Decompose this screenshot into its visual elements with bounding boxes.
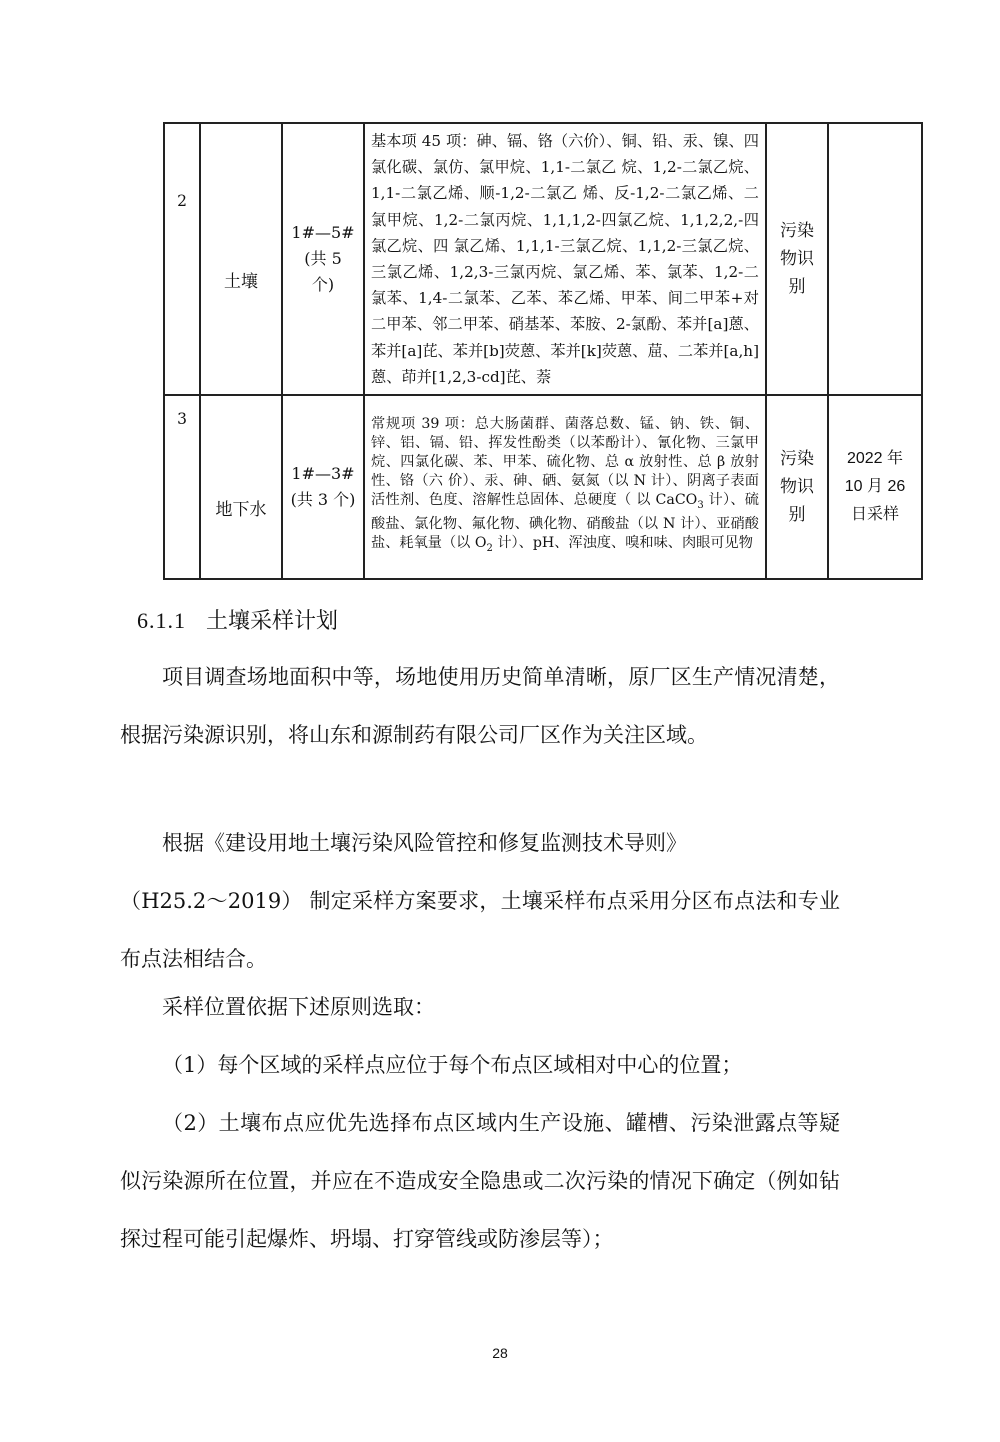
subscript: 2 — [486, 542, 493, 554]
items-text: 计）、硫酸盐、氯化物、氟化物、碘化物、硝酸盐（以 N 计）、亚硝酸盐、耗氧量（以 O — [371, 491, 759, 551]
medium-label: 土壤 — [224, 271, 258, 292]
basis-text: 别 — [788, 277, 806, 297]
basis-cell — [766, 395, 828, 579]
points-text: 1#—3# — [291, 464, 355, 483]
section-heading — [137, 604, 338, 635]
medium-label: 地下水 — [215, 499, 267, 520]
paragraph: （H25.2～2019） 制定采样方案要求，土壤采样布点采用分区布点法和专业布点法相结合。 — [120, 889, 840, 971]
paragraph: （1）每个区域的采样点应位于每个布点区域相对中心的位置； — [162, 1053, 743, 1077]
row-number: 2 — [177, 192, 187, 210]
row-number-cell — [164, 123, 200, 395]
items-cell — [364, 123, 766, 395]
points-text: (共 5 — [304, 249, 342, 268]
paragraph: （2）土壤布点应优先选择布点区域内生产设施、罐槽、污染泄露点等疑似污染源所在位置，并应在不造成安全隐患或二次污染的情况下确定（例如钻探过程可能引起爆炸、坍塌、打穿管线或防渗层等）； — [120, 1111, 840, 1251]
date-text: 2022 年 — [846, 450, 904, 467]
date-cell — [828, 123, 922, 395]
paragraph: 采样位置依据下述原则选取： — [162, 995, 435, 1019]
basis-text: 别 — [788, 505, 806, 525]
table-row — [164, 395, 922, 579]
items-text: 计）、pH、浑浊度、嗅和味、肉眼可见物 — [492, 534, 753, 551]
row-number: 3 — [177, 410, 187, 428]
basis-text: 物识 — [780, 477, 814, 497]
section-number: 6.1.1 — [137, 608, 186, 633]
basis-text: 污染 — [780, 221, 814, 241]
date-text: 10 月 26 — [844, 478, 906, 495]
items-text: 常规项 39 项：总大肠菌群、菌落总数、锰、钠、铁、铜、锌、铝、镉、铅、挥发性酚类（以苯酚计）、氰化物、三氯甲烷、四氯化碳、苯、甲苯、硫化物、总 α 放射性、总 β 放射性、铬（六 价）、汞、砷、硒、氨氮（以 N 计）、阴离子表面活性剂、色度、溶解性总固体、总硬度（ 以 CaCO — [371, 416, 759, 508]
subscript: 3 — [697, 499, 704, 511]
points-text: (共 3 个) — [290, 490, 356, 509]
points-text: 1#—5# — [291, 223, 355, 242]
basis-text: 物识 — [780, 249, 814, 269]
items-text: 基本项 45 项：砷、镉、铬（六价）、铜、铅、汞、镍、四氯化碳、氯仿、氯甲烷、1,1-二氯乙 烷、1,2-二氯乙烷、1,1-二氯乙烯、顺-1,2-二氯乙 烯、反-1,2-二氯乙烯、二氯甲烷、1,2-二氯丙烷、1,1,1,2-四氯乙烷、1,1,2,2,-四氯乙烷、四 氯乙烯、1,1,1-三氯乙烷、1,1,2-三氯乙烷、三氯乙烯、1,2,3-三氯丙烷、氯乙烯、苯、氯苯、1,2-二氯苯、1,4-二氯苯、乙苯、苯乙烯、甲苯、间二甲苯+对二甲苯、邻二甲苯、硝基苯、苯胺、2-氯酚、苯并[a]蒽、苯并[a]芘、苯并[b]荧蒽、苯并[k]荧蒽、䓛、二苯并[a,h]蒽、茚并[1,2,3-cd]芘、萘 — [371, 131, 759, 386]
row-number-cell — [164, 395, 200, 579]
points-text: 个) — [311, 275, 335, 294]
points-cell — [282, 123, 364, 395]
date-text: 日采样 — [850, 506, 899, 523]
paragraph: 项目调查场地面积中等，场地使用历史简单清晰，原厂区生产情况清楚， 根据污染源识别，将山东和源制药有限公司厂区作为关注区域。 — [120, 665, 840, 747]
page-number: 28 — [492, 1345, 508, 1361]
points-cell — [282, 395, 364, 579]
basis-text: 污染 — [780, 449, 814, 469]
sampling-table — [163, 122, 923, 580]
section-title: 土壤采样计划 — [206, 609, 339, 634]
medium-cell — [200, 395, 282, 579]
medium-cell — [200, 123, 282, 395]
table-row — [164, 123, 922, 395]
basis-cell — [766, 123, 828, 395]
items-cell — [364, 395, 766, 579]
paragraph: 根据《建设用地土壤污染风险管控和修复监测技术导则》 — [162, 831, 687, 855]
date-cell — [828, 395, 922, 579]
